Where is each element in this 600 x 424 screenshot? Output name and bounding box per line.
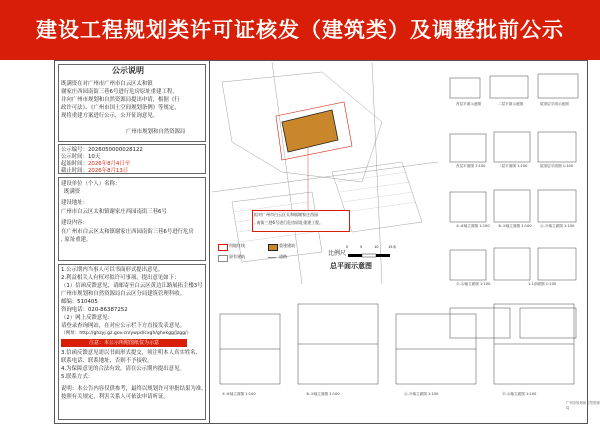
notice-heading: 公示说明 — [112, 66, 144, 75]
procedure-line: 邮编：510405 — [61, 299, 98, 305]
legend-road-label: 道路 — [279, 254, 287, 259]
procedure-line: 3.信函反馈意见需以书面形式提交，须注明本人真实姓名、 — [61, 350, 201, 356]
procedure-line: 咨询电话：020-86387252 — [61, 307, 128, 313]
drawing-label: Ⓓ-Ⓐ轴立面图 1:100 — [502, 392, 537, 396]
notice-line: 既满资在对广州市广州市白云区太和镇 — [61, 81, 153, 87]
drawing-label: ⑥-①轴立面图 1:100 — [306, 392, 340, 396]
legend-road-swatch — [268, 257, 276, 258]
rebuild-building-footprint — [282, 110, 338, 152]
scale-tick: 0 — [346, 245, 349, 249]
end-label: 截止时间： — [61, 168, 88, 174]
drawing-label: 屋顶层平面图 1:100 — [540, 164, 574, 168]
end-value: 2026年8月13日 — [87, 168, 129, 174]
notice-title: 建设工程规划类许可证核发（建筑类）及调整批前公示 — [36, 18, 564, 42]
drawing-label: 二层平面示意图 — [498, 102, 524, 106]
content-value: , 原址重建。 — [61, 237, 92, 243]
notice-line: 现将重建方案进行公示，公开征询意见。 — [61, 113, 159, 119]
content-value: 在广州市白云区太和镇谢家庄西园南街三巷6号进行危房 — [61, 229, 194, 235]
legend-boundary-label: 用地红线 — [229, 243, 245, 248]
scale-tick: 10 — [374, 245, 379, 249]
period-value: 10天 — [87, 154, 101, 160]
stamp-text: 广州市规划和自然资源局 — [566, 401, 600, 410]
procedure-line: （1）信函反馈意见，请邮寄至白云区黄边江路展拓主楼3号 — [61, 283, 203, 289]
procedure-link[interactable]: （网址：http://ghzyj.gz.gov.cn/ywpd/cxgh/ghxkgg/jzgg/） — [61, 331, 192, 336]
drawing-label: 屋顶层平面示意图 — [540, 102, 569, 106]
drawing-label: ⑥-①轴立面图 1:100 — [498, 224, 532, 228]
drawing-label: ①-⑥轴立面图 1:100 — [456, 224, 490, 228]
address-label: 建设地址： — [61, 200, 88, 206]
drawing-label: Ⓐ-Ⓓ轴立面图 1:100 — [540, 224, 575, 228]
procedure-line: 说明：本公告内容仅供参考，最终以规划许可审批结果为准， — [61, 386, 207, 392]
procedure-line: 按照有关规定，利害关系人可依法申请听证。 — [61, 394, 169, 400]
drawing-label: Ⓓ-Ⓐ轴立面图 1:100 — [456, 282, 491, 286]
drawing-label: Ⓐ-Ⓓ轴立面图 1:100 — [404, 392, 439, 396]
legend-boundary-swatch — [218, 244, 228, 251]
number-value: 2026050000028122 — [87, 147, 143, 153]
notice-issuer: 广州市规划和自然资源局 — [126, 129, 186, 135]
drawing-label: 首层平面示意图 — [456, 102, 482, 106]
number-label: 公示编号： — [61, 147, 88, 153]
content-label: 建设内容： — [61, 220, 88, 226]
scale-tick: 15米 — [388, 245, 397, 249]
notice-line: 并向广州市规划和自然资源局提出申请，根据《行 — [61, 97, 180, 103]
procedure-line: （2）网上反馈意见： — [61, 315, 113, 321]
start-label: 起始时间： — [61, 161, 88, 167]
procedure-line: 联系电话、联系地址，否则不予接收。 — [61, 358, 153, 364]
scale-tick: 5 — [360, 245, 363, 249]
drawing-label: 1-1剖面图 1:100 — [528, 282, 557, 286]
procedure-line: 1.公示期内当事人可以书面形式提出意见。 — [61, 267, 164, 273]
procedure-line: 5.联系方式： — [61, 374, 94, 380]
notice-line: 谢家庄西园南街三巷6号进行危房原址重建工程， — [61, 89, 178, 95]
scale-label: 比例尺 — [328, 250, 347, 257]
procedure-line: 4.为保障意见的合法有效，请在公示期内提出意见。 — [61, 366, 185, 372]
notice-line: 政许可法》、《广州市国土空间规划条例》等规定， — [61, 105, 180, 111]
legend-existing-label: 原有建筑 — [229, 254, 245, 259]
applicant-label: 建设单位（个人）名称： — [61, 181, 121, 187]
site-callout-line: , 南街三巷6号进行危房原址重建工程。 — [254, 220, 324, 225]
scale-bar — [346, 250, 408, 262]
site-callout-line: 拟对广州市白云区太和镇谢家庄西园 — [254, 212, 318, 217]
start-value: 2026年8月4日至 — [87, 161, 131, 167]
procedure-line: 广州市规划和自然资源局白云区分局建筑管理科收。 — [61, 291, 185, 297]
procedure-line: 请登录查询网站，在对应公示栏下方直接发表意见。 — [61, 323, 185, 329]
drawing-label: 首层平面图 1:100 — [456, 164, 486, 168]
site-plan-caption: 总平面示意图 — [330, 262, 372, 270]
legend-building-label: 重建建筑 — [279, 243, 295, 248]
address-value: 广州市白云区太和镇谢家庄西园南街三巷6号 — [61, 209, 167, 215]
notice-banner — [0, 0, 600, 60]
applicant-value: 既满资 — [64, 189, 81, 195]
procedure-line: 2.利益相关人有权对拟许可事项，提出意见如下： — [61, 275, 180, 281]
legend-existing-swatch — [218, 255, 228, 262]
drawing-label: 二层平面图 1:100 — [498, 164, 528, 168]
red-note-bar: 注意：本公示所附图纸仅为示意 — [61, 339, 187, 347]
legend-building-swatch — [268, 244, 278, 251]
period-label: 公示时间： — [61, 154, 88, 160]
drawing-label: ①-⑥轴立面图 1:100 — [222, 392, 256, 396]
